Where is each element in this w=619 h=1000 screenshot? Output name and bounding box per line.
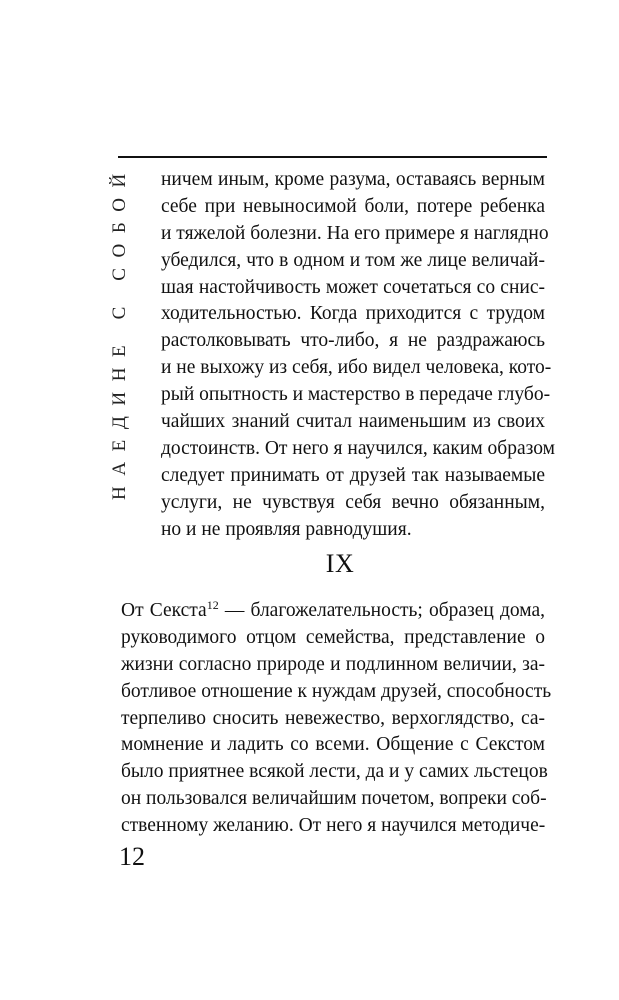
paragraph-2-first-line-start: От Секста [121,600,207,621]
paragraph-2-line: жизни согласно природе и подлинном величии, за- [121,653,545,675]
footnote-reference[interactable]: 12 [206,598,219,612]
paragraph-1-line: убедился, что в одном и том же лице величай- [161,249,545,271]
paragraph-1-line: чайших знаний считал наименьшим из своих [161,411,545,433]
paragraph-1-line: растолковывать что-либо, я не раздражаюсь [161,330,545,352]
paragraph-1 [161,167,555,543]
paragraph-1-line: себе при невыносимой боли, потере ребенка [161,195,545,217]
running-head: НАЕДИНЕ С СОБОЙ [109,163,130,500]
page-number: 12 [119,842,145,871]
paragraph-1-line: ходительностью. Когда приходится с трудом [161,303,545,325]
paragraph-2-line: руководимого отцом семейства, представление о [121,626,545,648]
paragraph-1-line: и тяжелой болезни. На его примере я наглядно [161,222,549,244]
paragraph-2 [121,598,552,840]
paragraph-2-first-line [121,598,545,625]
paragraph-1-line: ничем иным, кроме разума, оставаясь верным [161,169,545,190]
paragraph-1-line: рый опытность и мастерство в передаче глубо- [161,384,551,406]
top-rule [118,156,547,158]
paragraph-2-line: он пользовался величайшим почетом, вопреки соб- [121,788,547,810]
paragraph-2-line: было приятнее всякой лести, да и у самих льстецов [121,761,548,783]
paragraph-2-line: терпеливо сносить невежество, верхоглядство, са- [121,707,545,729]
paragraph-1-line: следует принимать от друзей так называемые [161,464,545,486]
paragraph-2-line: ботливое отношение к нуждам друзей, способность [121,680,552,702]
paragraph-1-line: услуги, не чувствуя себя вечно обязанным, [161,491,545,513]
chapter-numeral: IX [325,549,355,578]
paragraph-1-line: но и не проявляя равнодушия. [161,518,412,540]
paragraph-1-line: достоинств. От него я научился, каким образом [161,437,555,459]
paragraph-1-line: и не выхожу из себя, ибо видел человека, кото- [161,357,552,379]
paragraph-2-line: ственному желанию. От него я научился методиче- [121,815,546,837]
paragraph-2-first-line-end: — благожелательность; образец дома, [218,600,546,621]
paragraph-2-line: момнение и ладить со всеми. Общение с Секстом [121,734,545,756]
paragraph-1-line: шая настойчивость может сочетаться со снис- [161,276,545,298]
